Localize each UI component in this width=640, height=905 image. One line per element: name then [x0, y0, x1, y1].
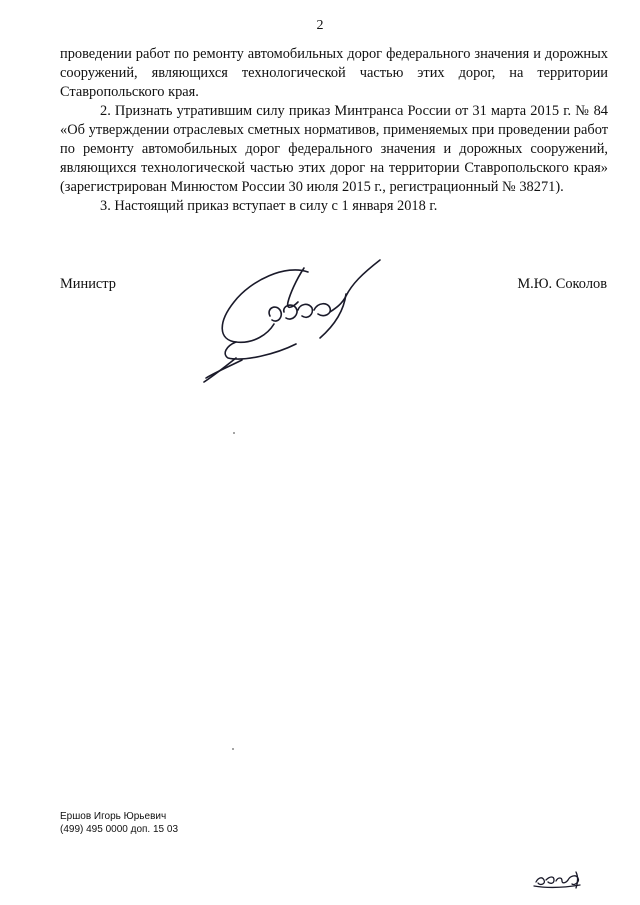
- paragraph-item-2: 2. Признать утратившим силу приказ Минтранса России от 31 марта 2015 г. № 84 «Об утверждении отраслевых сметных нормативов, применяемых при проведении работ по ремонту автомобильных дорог федерального значения и дорожных сооружений, являющихся технологической частью этих дорог на территории Ставропольского края» (зарегистрирован Минюстом России 30 июля 2015 г., регистрационный № 38271).: [60, 103, 608, 195]
- executor-name: Ершов Игорь Юрьевич: [60, 811, 167, 822]
- signatory-name: М.Ю. Соколов: [517, 276, 607, 292]
- document-body: [60, 45, 608, 216]
- handwritten-signature-icon: [196, 250, 396, 390]
- page-number: 2: [316, 18, 324, 33]
- paragraph-item-3: 3. Настоящий приказ вступает в силу с 1 января 2018 г.: [100, 198, 438, 214]
- executor-phone: (499) 495 0000 доп. 15 03: [60, 824, 179, 835]
- handwritten-initials-icon: [532, 868, 584, 890]
- scan-speck: [232, 748, 234, 750]
- paragraph-continuation: проведении работ по ремонту автомобильных дорог федерального значения и дорожных сооружений, являющихся технологической частью этих дорог, на территории Ставропольского края.: [60, 46, 608, 100]
- scan-speck: [233, 432, 235, 434]
- signatory-title: Министр: [60, 276, 116, 292]
- executor-block: [60, 810, 178, 836]
